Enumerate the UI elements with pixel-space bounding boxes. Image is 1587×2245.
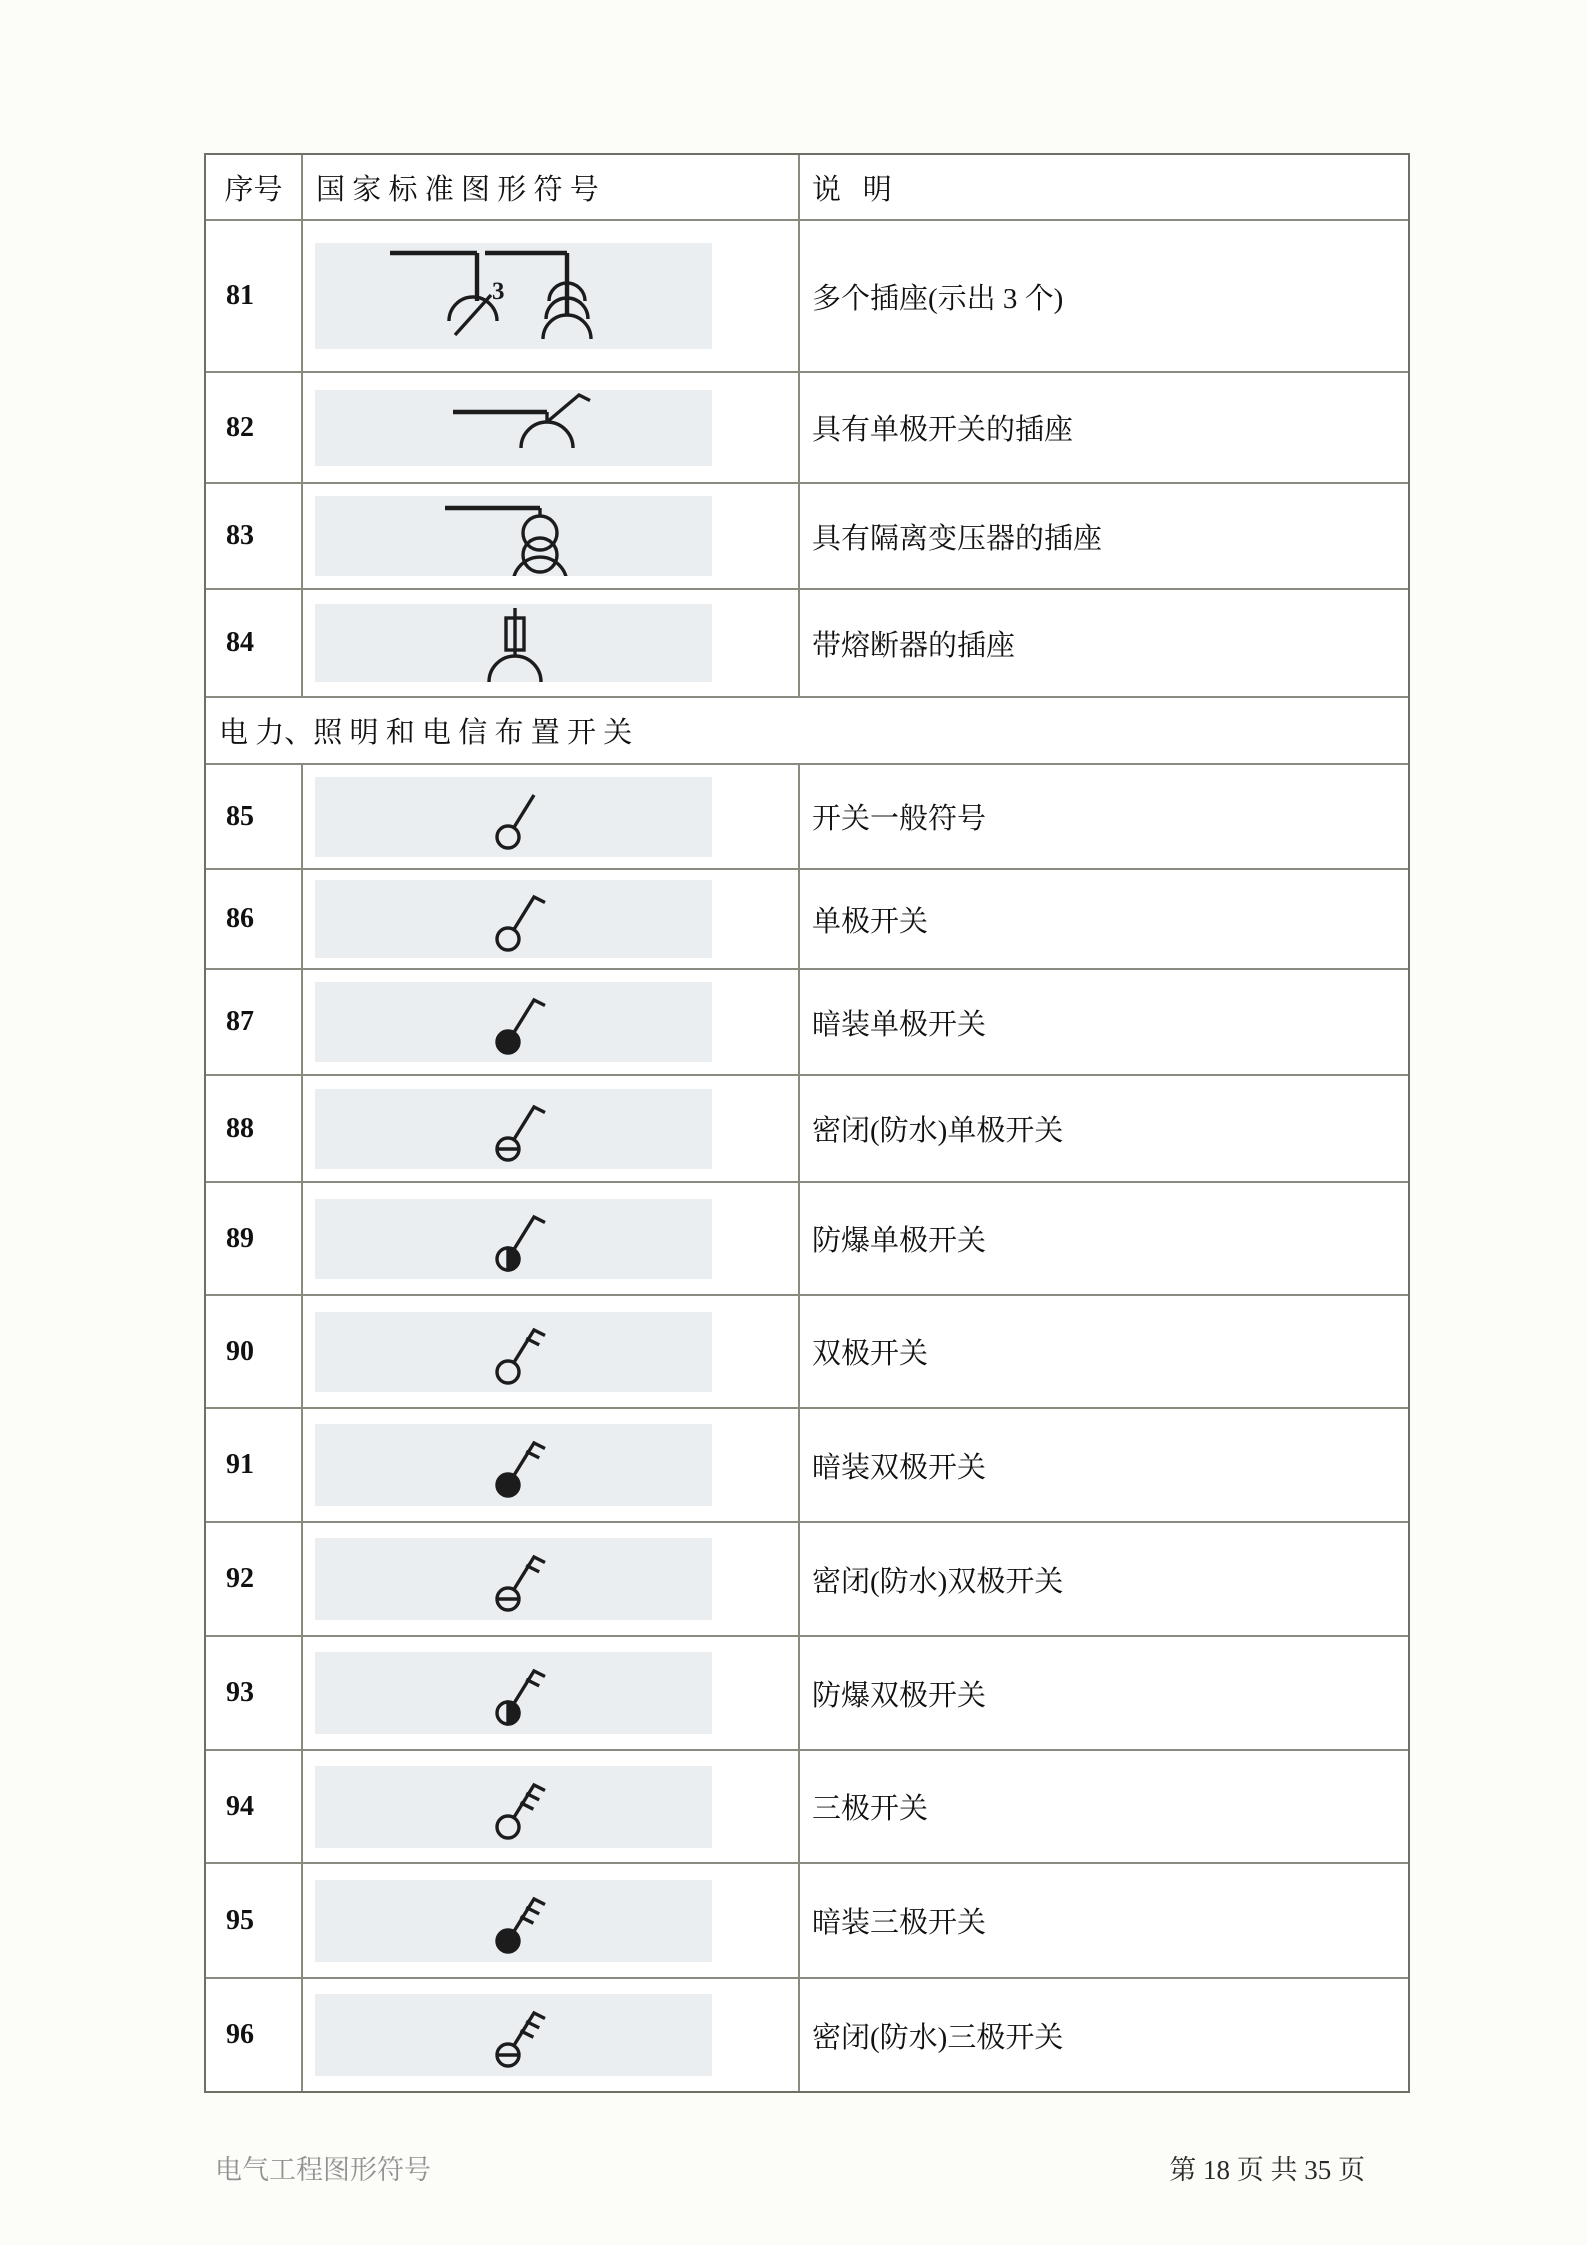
table-row-81	[206, 221, 1408, 373]
svg-text:3: 3	[492, 278, 505, 305]
footer-page-number: 第 18 页 共 35 页	[1169, 2155, 1365, 2185]
symbol-cell	[303, 870, 800, 968]
symbol-cell	[303, 373, 800, 482]
table-row-89	[206, 1183, 1408, 1296]
row-description: 双极开关	[812, 1338, 929, 1370]
symbol-cell	[303, 1979, 800, 2091]
footer-doc-title: 电气工程图形符号	[215, 2155, 431, 2185]
switch-general-icon	[315, 777, 712, 857]
symbol-cell	[303, 1864, 800, 1977]
row-description: 防爆单极开关	[812, 1225, 987, 1257]
row-description: 具有隔离变压器的插座	[812, 522, 1103, 555]
table-row-82	[206, 373, 1408, 484]
row-description: 防爆双极开关	[812, 1679, 987, 1712]
symbol-cell	[303, 765, 800, 868]
row-description: 暗装三极开关	[812, 1907, 987, 1939]
table-row-96	[206, 1979, 1408, 2091]
concealed-double-pole-switch-icon	[315, 1424, 712, 1506]
row-description: 单极开关	[812, 905, 929, 938]
table-row-88	[206, 1076, 1408, 1183]
row-number: 86	[206, 870, 303, 968]
row-description: 带熔断器的插座	[812, 629, 1016, 662]
symbol-cell	[303, 221, 800, 371]
symbol-cell	[303, 1751, 800, 1862]
row-description: 密闭(防水)双极开关	[812, 1565, 1064, 1598]
symbol-cell	[303, 1296, 800, 1407]
table-row-94	[206, 1751, 1408, 1864]
explosion-proof-double-pole-switch-icon	[315, 1652, 712, 1734]
concealed-single-pole-switch-icon	[315, 982, 712, 1062]
table-row-87	[206, 970, 1408, 1076]
watertight-single-pole-switch-icon	[315, 1089, 712, 1169]
row-number: 91	[206, 1409, 303, 1521]
row-number: 92	[206, 1523, 303, 1635]
symbol-table	[204, 153, 1410, 2093]
header-description: 说 明	[812, 173, 892, 206]
table-row-92	[206, 1523, 1408, 1637]
header-row	[206, 155, 1408, 221]
row-number: 81	[206, 221, 303, 371]
row-number: 96	[206, 1979, 303, 2091]
row-number: 89	[206, 1183, 303, 1294]
row-number: 95	[206, 1864, 303, 1977]
row-number: 83	[206, 484, 303, 588]
row-description: 密闭(防水)单极开关	[812, 1115, 1064, 1147]
row-number: 90	[206, 1296, 303, 1407]
row-number: 82	[206, 373, 303, 482]
socket-with-fuse-icon	[315, 604, 712, 682]
symbol-cell	[303, 1523, 800, 1635]
row-description: 密闭(防水)三极开关	[812, 2021, 1064, 2054]
row-number: 88	[206, 1076, 303, 1181]
row-number: 93	[206, 1637, 303, 1749]
header-serial: 序号	[206, 155, 303, 219]
watertight-three-pole-switch-icon	[315, 1994, 712, 2076]
symbol-cell	[303, 590, 800, 696]
table-row-95	[206, 1864, 1408, 1979]
table-row-83	[206, 484, 1408, 590]
explosion-proof-single-pole-switch-icon	[315, 1199, 712, 1279]
table-row-91	[206, 1409, 1408, 1523]
symbol-cell	[303, 1183, 800, 1294]
section-header-row	[206, 698, 1408, 765]
symbol-cell	[303, 970, 800, 1074]
watertight-double-pole-switch-icon	[315, 1538, 712, 1620]
concealed-three-pole-switch-icon	[315, 1880, 712, 1962]
row-description: 三极开关	[812, 1793, 929, 1825]
symbol-cell	[303, 1637, 800, 1749]
row-number: 85	[206, 765, 303, 868]
header-symbol: 国 家 标 准 图 形 符 号	[303, 155, 800, 219]
row-description: 开关一般符号	[812, 803, 987, 835]
row-description: 具有单极开关的插座	[812, 414, 1074, 446]
single-pole-switch-icon	[315, 880, 712, 958]
table-row-90	[206, 1296, 1408, 1409]
row-number: 87	[206, 970, 303, 1074]
symbol-cell	[303, 1409, 800, 1521]
row-number: 84	[206, 590, 303, 696]
row-description: 暗装单极开关	[812, 1008, 987, 1041]
socket-with-single-pole-switch-icon	[315, 390, 712, 466]
symbol-cell	[303, 484, 800, 588]
table-row-93	[206, 1637, 1408, 1751]
multiple-sockets-icon	[315, 243, 712, 349]
section-header: 电 力、照 明 和 电 信 布 置 开 关	[219, 717, 633, 749]
row-description: 暗装双极开关	[812, 1451, 987, 1484]
page-footer	[215, 2148, 1365, 2187]
row-number: 94	[206, 1751, 303, 1862]
table-row-86	[206, 870, 1408, 970]
double-pole-switch-icon	[315, 1312, 712, 1392]
row-description: 多个插座(示出 3 个)	[812, 282, 1064, 315]
socket-with-isolating-transformer-icon	[315, 496, 712, 576]
table-row-85	[206, 765, 1408, 870]
table-row-84	[206, 590, 1408, 698]
symbol-cell	[303, 1076, 800, 1181]
three-pole-switch-icon	[315, 1766, 712, 1848]
